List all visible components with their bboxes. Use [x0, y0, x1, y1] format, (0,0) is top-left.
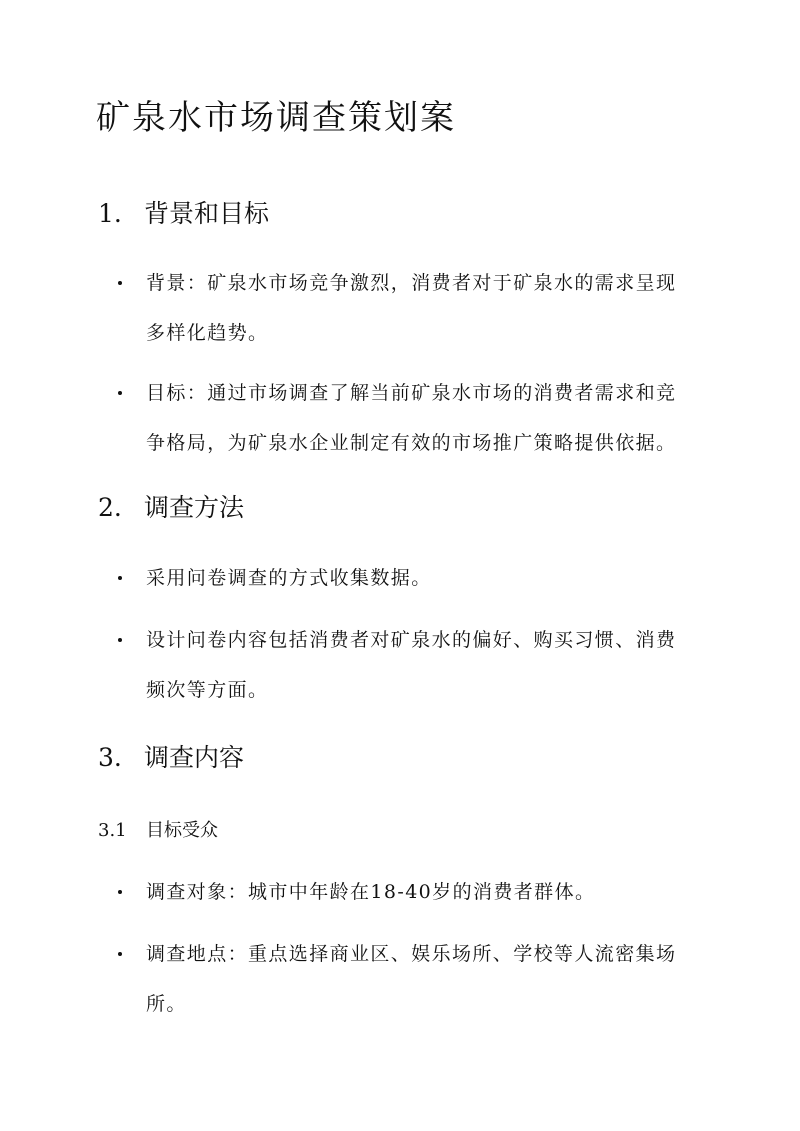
- bullet-dot: [118, 576, 122, 580]
- section-title: 调查方法: [144, 493, 245, 522]
- list-item-text: 频次等方面。: [146, 679, 269, 701]
- bullet-dot: [118, 952, 122, 956]
- list-item: [118, 867, 698, 917]
- list-item-text: 所。: [146, 993, 187, 1015]
- section-title: 背景和目标: [144, 199, 270, 228]
- section-number: 1.: [98, 199, 122, 228]
- list-item: [118, 553, 698, 603]
- list-item: [118, 929, 698, 1029]
- list-item-text: 调查对象：城市中年龄在18-40岁的消费者群体。: [146, 881, 596, 903]
- list-item: [118, 368, 698, 468]
- section-title: 调查内容: [144, 743, 245, 772]
- bullet-dot: [118, 638, 122, 642]
- bullet-dot: [118, 890, 122, 894]
- list-item: [118, 258, 698, 358]
- list-item-text: 调查地点：重点选择商业区、娱乐场所、学校等人流密集场: [146, 943, 677, 965]
- bullet-dot: [118, 281, 122, 285]
- bullet-dot: [118, 391, 122, 395]
- section-number: 2.: [98, 493, 122, 522]
- list-item-text: 多样化趋势。: [146, 322, 269, 344]
- list-item-text: 背景：矿泉水市场竞争激烈，消费者对于矿泉水的需求呈现: [146, 272, 677, 294]
- list-item-text: 目标：通过市场调查了解当前矿泉水市场的消费者需求和竞: [146, 382, 677, 404]
- list-item-text: 争格局，为矿泉水企业制定有效的市场推广策略提供依据。: [146, 432, 677, 454]
- section-heading-1: [98, 198, 269, 230]
- section-number: 3.: [98, 743, 122, 772]
- subsection-title: 目标受众: [146, 820, 218, 841]
- list-item-text: 采用问卷调查的方式收集数据。: [146, 567, 432, 589]
- list-item-text: 设计问卷内容包括消费者对矿泉水的偏好、购买习惯、消费: [146, 629, 677, 651]
- subsection-heading-3-1: [98, 818, 218, 844]
- document-title: 矿泉水市场调查策划案: [96, 98, 456, 138]
- subsection-number: 3.1: [98, 820, 127, 841]
- section-heading-2: [98, 492, 244, 524]
- list-item: [118, 615, 698, 715]
- section-heading-3: [98, 742, 244, 774]
